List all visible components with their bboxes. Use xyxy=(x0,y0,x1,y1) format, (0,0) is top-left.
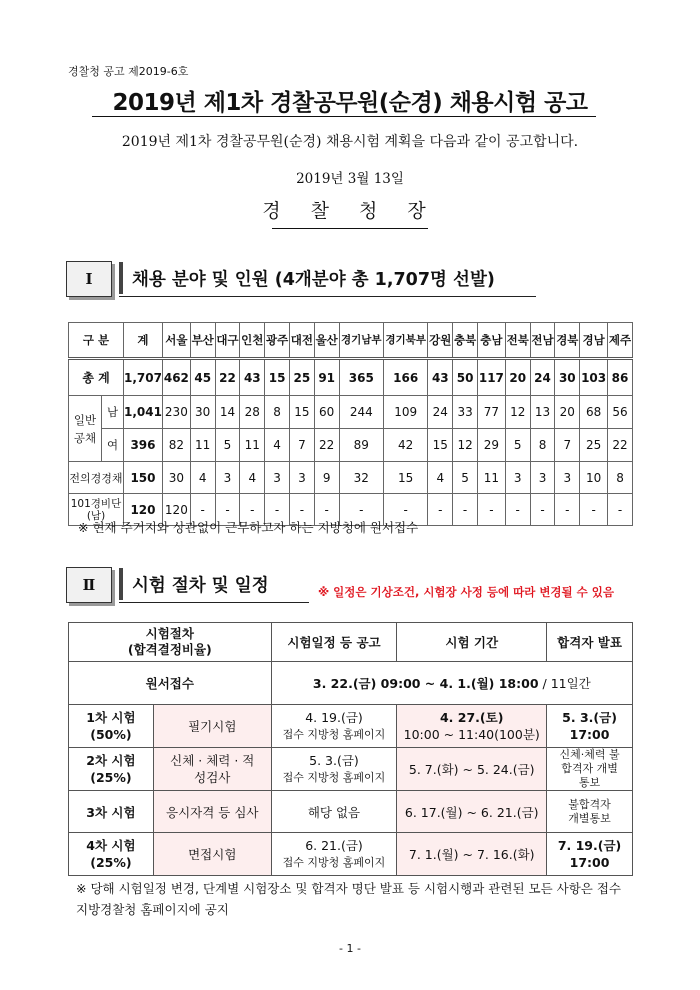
region-header: 경남 xyxy=(580,323,608,359)
table-cell: - xyxy=(530,494,555,526)
table-cell: 5 xyxy=(453,462,478,494)
table-cell: 60 xyxy=(314,396,339,429)
table-cell: 5 xyxy=(505,429,530,462)
table-cell: 15 xyxy=(428,429,453,462)
table-cell: 32 xyxy=(339,462,383,494)
period-date: 4. 27.(토) xyxy=(439,710,504,725)
region-header: 인천 xyxy=(240,323,265,359)
table-cell: 462 xyxy=(162,359,190,396)
table-cell: 22 xyxy=(215,359,240,396)
table-cell: 7 xyxy=(555,429,580,462)
table-cell: 28 xyxy=(240,396,265,429)
table-cell: - xyxy=(215,494,240,526)
table-cell: 9 xyxy=(314,462,339,494)
table-cell: 3 xyxy=(505,462,530,494)
table-cell: - xyxy=(240,494,265,526)
region-header: 경기북부 xyxy=(383,323,427,359)
application-row xyxy=(69,662,633,705)
table-cell: 120 xyxy=(162,494,190,526)
table-cell: 15 xyxy=(265,359,290,396)
intro-text: 2019년 제1차 경찰공무원(순경) 채용시험 계획을 다음과 같이 공고합니다. xyxy=(121,134,579,150)
table-cell: - xyxy=(289,494,314,526)
issuing-agency: 경 찰 청 장 xyxy=(262,200,438,222)
stage-type: 응시자격 등 심사 xyxy=(153,791,271,833)
table-cell: 24 xyxy=(428,396,453,429)
stage-result xyxy=(547,833,633,876)
table-cell: 230 xyxy=(162,396,190,429)
conscript-row xyxy=(69,462,633,494)
stage-result xyxy=(547,705,633,748)
stage-ratio: (25%) xyxy=(90,855,132,870)
grand-total-row xyxy=(69,359,633,396)
table-cell: 3 xyxy=(265,462,290,494)
table-cell: - xyxy=(505,494,530,526)
row-label: 여 xyxy=(102,429,124,462)
period-time: 10:00 ~ 11:40(100분) xyxy=(403,727,540,742)
stage-name xyxy=(69,705,154,748)
region-header: 강원 xyxy=(428,323,453,359)
table-cell: - xyxy=(314,494,339,526)
table-cell: 30 xyxy=(162,462,190,494)
stage-name xyxy=(69,748,154,791)
table-cell: 86 xyxy=(608,359,633,396)
table-cell: 11 xyxy=(240,429,265,462)
row-total: 1,707 xyxy=(124,359,163,396)
stage-type: 면접시험 xyxy=(153,833,271,876)
table-cell: - xyxy=(383,494,427,526)
section-1-title: 채용 분야 및 인원 (4개분야 총 1,707명 선발) xyxy=(132,270,495,290)
table-cell: 3 xyxy=(530,462,555,494)
stage-row-2 xyxy=(69,748,633,791)
announce-date: 6. 21.(금) xyxy=(305,838,363,853)
table-cell: 22 xyxy=(608,429,633,462)
region-header: 전남 xyxy=(530,323,555,359)
stage-label: 4차 시험 xyxy=(86,838,136,853)
table-cell: 56 xyxy=(608,396,633,429)
region-header: 제주 xyxy=(608,323,633,359)
table-cell: 13 xyxy=(530,396,555,429)
table-cell: 103 xyxy=(580,359,608,396)
section-1-number: Ⅰ xyxy=(66,261,112,297)
stage-result: 신체·체력 불합격자 개별통보 xyxy=(547,748,633,791)
table-cell: 14 xyxy=(215,396,240,429)
row-label: 전의경경채 xyxy=(69,462,124,494)
section-2-note: ※ 당해 시험일정 변경, 단계별 시험장소 및 합격자 명단 발표 등 시험시행과 관련된 모든 사항은 접수 지방경찰청 홈페이지에 공지 xyxy=(76,881,621,917)
recruitment-seats-table xyxy=(68,322,633,526)
stage-announce xyxy=(271,833,397,876)
stage-period: 6. 17.(월) ~ 6. 21.(금) xyxy=(397,791,547,833)
table-cell: 8 xyxy=(530,429,555,462)
section-2-underline xyxy=(119,602,309,603)
table-cell: 42 xyxy=(383,429,427,462)
stage-period xyxy=(397,705,547,748)
stage-label: 2차 시험 xyxy=(86,753,136,768)
region-header: 충북 xyxy=(453,323,478,359)
total-header: 계 xyxy=(124,323,163,359)
schedule-change-warning: ※ 일정은 기상조건, 시험장 사정 등에 따라 변경될 수 있음 xyxy=(318,585,614,599)
table-cell: 365 xyxy=(339,359,383,396)
page-number: - 1 - xyxy=(339,942,361,955)
table-cell: 29 xyxy=(477,429,505,462)
stage-announce: 해당 없음 xyxy=(271,791,397,833)
region-header: 경기남부 xyxy=(339,323,383,359)
row-total: 1,041 xyxy=(124,396,163,429)
table-cell: 117 xyxy=(477,359,505,396)
table-cell: 3 xyxy=(215,462,240,494)
region-header: 전북 xyxy=(505,323,530,359)
table-cell: 15 xyxy=(289,396,314,429)
agency-underline xyxy=(272,228,428,229)
table-cell: 89 xyxy=(339,429,383,462)
table-cell: 4 xyxy=(240,462,265,494)
row-label: 101경비단(남) xyxy=(69,494,124,526)
schedule-header-row xyxy=(69,623,633,662)
stage-row-1 xyxy=(69,705,633,748)
table-cell: 7 xyxy=(289,429,314,462)
stage-period: 7. 1.(월) ~ 7. 16.(화) xyxy=(397,833,547,876)
stage-result: 불합격자 개별통보 xyxy=(547,791,633,833)
stage-ratio: (25%) xyxy=(90,770,132,785)
table-cell: 4 xyxy=(190,462,215,494)
table-cell: 15 xyxy=(383,462,427,494)
stage-announce xyxy=(271,748,397,791)
table-cell: - xyxy=(453,494,478,526)
table-cell: 11 xyxy=(477,462,505,494)
table-cell: 20 xyxy=(505,359,530,396)
table-cell: 25 xyxy=(289,359,314,396)
period-header: 시험 기간 xyxy=(397,623,547,662)
application-period-tail: / 11일간 xyxy=(538,676,591,691)
table-cell: - xyxy=(608,494,633,526)
table-cell: 109 xyxy=(383,396,427,429)
notice-date: 2019년 3월 13일 xyxy=(296,171,404,187)
table-cell: 3 xyxy=(289,462,314,494)
result-time: 17:00 xyxy=(569,855,610,870)
section-2-number: Ⅱ xyxy=(66,567,112,603)
result-header: 합격자 발표 xyxy=(547,623,633,662)
table-cell: 45 xyxy=(190,359,215,396)
table-cell: 30 xyxy=(190,396,215,429)
application-period xyxy=(271,662,632,705)
application-period-main: 3. 22.(금) 09:00 ~ 4. 1.(월) 18:00 xyxy=(312,676,539,691)
result-date: 7. 19.(금) xyxy=(557,838,622,853)
table-cell: - xyxy=(580,494,608,526)
table-cell: - xyxy=(477,494,505,526)
table-cell: 50 xyxy=(453,359,478,396)
section-2-bar xyxy=(119,568,123,600)
region-header: 경북 xyxy=(555,323,580,359)
table-cell: 8 xyxy=(608,462,633,494)
table-cell: 33 xyxy=(453,396,478,429)
table-cell: 4 xyxy=(428,462,453,494)
table-cell: - xyxy=(555,494,580,526)
table-cell: - xyxy=(339,494,383,526)
application-label: 원서접수 xyxy=(69,662,272,705)
region-header: 충남 xyxy=(477,323,505,359)
table-cell: 82 xyxy=(162,429,190,462)
stage-ratio: (50%) xyxy=(90,727,132,742)
table-header-row xyxy=(69,323,633,359)
stage-period: 5. 7.(화) ~ 5. 24.(금) xyxy=(397,748,547,791)
table-cell: 12 xyxy=(453,429,478,462)
announce-location: 접수 지방청 홈페이지 xyxy=(282,771,386,784)
table-cell: 8 xyxy=(265,396,290,429)
announce-location: 접수 지방청 홈페이지 xyxy=(282,728,386,741)
table-cell: 166 xyxy=(383,359,427,396)
result-time: 17:00 xyxy=(569,727,610,742)
row-total: 150 xyxy=(124,462,163,494)
region-header: 광주 xyxy=(265,323,290,359)
table-cell: 91 xyxy=(314,359,339,396)
stage-name: 3차 시험 xyxy=(69,791,154,833)
region-header: 서울 xyxy=(162,323,190,359)
region-header: 부산 xyxy=(190,323,215,359)
table-cell: 25 xyxy=(580,429,608,462)
stage-type: 필기시험 xyxy=(153,705,271,748)
row-label: 남 xyxy=(102,396,124,429)
stage-row-3 xyxy=(69,791,633,833)
table-cell: 77 xyxy=(477,396,505,429)
announce-date: 5. 3.(금) xyxy=(309,753,359,768)
table-cell: - xyxy=(190,494,215,526)
result-date: 5. 3.(금) xyxy=(562,710,617,725)
table-cell: 43 xyxy=(428,359,453,396)
table-cell: 5 xyxy=(215,429,240,462)
general-male-row xyxy=(69,396,633,429)
section-2-title: 시험 절차 및 일정 xyxy=(132,576,269,596)
table-cell: 10 xyxy=(580,462,608,494)
stage-type: 신체 · 체력 · 적성검사 xyxy=(153,748,271,791)
table-cell: 22 xyxy=(314,429,339,462)
table-cell: 24 xyxy=(530,359,555,396)
section-1-note: ※ 현재 주거지와 상관없이 근무하고자 하는 지방청에 원서접수 xyxy=(78,520,419,535)
table-cell: 68 xyxy=(580,396,608,429)
stage-name xyxy=(69,833,154,876)
region-header: 대구 xyxy=(215,323,240,359)
procedure-header-label: 시험절차 xyxy=(145,626,194,641)
procedure-header-sub: (합격결정비율) xyxy=(127,642,212,657)
announce-location: 접수 지방청 홈페이지 xyxy=(282,856,386,869)
row-total: 396 xyxy=(124,429,163,462)
stage-label: 1차 시험 xyxy=(86,710,136,725)
title-underline xyxy=(92,116,596,117)
table-cell: 20 xyxy=(555,396,580,429)
table-cell: 3 xyxy=(555,462,580,494)
document-title: 2019년 제1차 경찰공무원(순경) 채용시험 공고 xyxy=(112,90,588,116)
group-header: 구 분 xyxy=(69,323,124,359)
table-cell: 11 xyxy=(190,429,215,462)
stage-announce xyxy=(271,705,397,748)
table-cell: 30 xyxy=(555,359,580,396)
exam-schedule-table xyxy=(68,622,633,876)
announce-date: 4. 19.(금) xyxy=(305,710,363,725)
table-cell: 43 xyxy=(240,359,265,396)
procedure-header xyxy=(69,623,272,662)
region-header: 대전 xyxy=(289,323,314,359)
stage-row-4 xyxy=(69,833,633,876)
table-cell: - xyxy=(265,494,290,526)
section-1-bar xyxy=(119,262,123,294)
table-cell: 4 xyxy=(265,429,290,462)
region-header: 울산 xyxy=(314,323,339,359)
general-recruit-label: 일반공채 xyxy=(69,396,102,462)
notice-number: 경찰청 공고 제2019-6호 xyxy=(68,65,189,78)
section-1-underline xyxy=(119,296,536,297)
row-label: 총 계 xyxy=(69,359,124,396)
table-cell: - xyxy=(428,494,453,526)
row-total: 120 xyxy=(124,494,163,526)
table-cell: 244 xyxy=(339,396,383,429)
announce-header: 시험일정 등 공고 xyxy=(271,623,397,662)
general-female-row xyxy=(69,429,633,462)
table-cell: 12 xyxy=(505,396,530,429)
